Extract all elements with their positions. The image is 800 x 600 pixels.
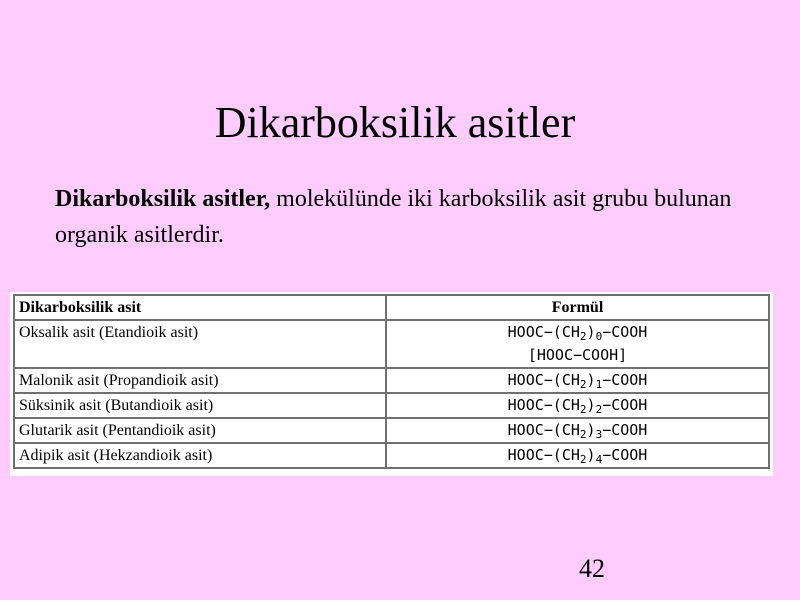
formula-subscript: 2 [579, 330, 587, 343]
formula-subscript: 2 [579, 403, 587, 416]
table-row [14, 443, 769, 468]
formula-index: 4 [595, 453, 603, 466]
formula-subscript: 2 [579, 453, 587, 466]
table-row [14, 320, 769, 368]
formula-suffix: −COOH [602, 446, 648, 464]
formula-prefix: HOOC−(CH [507, 396, 580, 414]
table-header-row [14, 295, 769, 320]
formula-prefix: HOOC−(CH [507, 371, 580, 389]
formula-close-paren: ) [586, 323, 596, 341]
table-row [14, 393, 769, 418]
formula-index: 0 [595, 330, 603, 343]
formula-suffix: −COOH [602, 371, 648, 389]
formula-alt: [HOOC−COOH] [527, 346, 628, 364]
acid-formula [386, 418, 769, 443]
formula-suffix: −COOH [602, 421, 648, 439]
table-row [14, 368, 769, 393]
header-acid: Dikarboksilik asit [14, 295, 386, 320]
table-row [14, 418, 769, 443]
acids-table-container [10, 292, 773, 476]
definition-paragraph [55, 181, 775, 253]
acid-formula [386, 443, 769, 468]
formula-prefix: HOOC−(CH [507, 446, 580, 464]
acid-formula [386, 320, 769, 368]
formula-close-paren: ) [586, 446, 596, 464]
acid-formula [386, 393, 769, 418]
header-formula: Formül [386, 295, 769, 320]
formula-subscript: 2 [579, 428, 587, 441]
definition-term: Dikarboksilik asitler, [55, 186, 271, 212]
acid-name: Glutarik asit (Pentandioik asit) [14, 418, 386, 443]
formula-subscript: 2 [579, 378, 587, 391]
acid-name: Oksalik asit (Etandioik asit) [14, 320, 386, 368]
acid-formula [386, 368, 769, 393]
acids-table [13, 294, 770, 469]
formula-prefix: HOOC−(CH [507, 421, 580, 439]
acid-name: Malonik asit (Propandioik asit) [14, 368, 386, 393]
formula-prefix: HOOC−(CH [507, 323, 580, 341]
acid-name: Adipik asit (Hekzandioik asit) [14, 443, 386, 468]
formula-close-paren: ) [586, 396, 596, 414]
slide-title: Dikarboksilik asitler [214, 98, 576, 148]
formula-index: 3 [595, 428, 603, 441]
formula-index: 1 [595, 378, 603, 391]
formula-suffix: −COOH [602, 396, 648, 414]
formula-close-paren: ) [586, 421, 596, 439]
formula-suffix: −COOH [602, 323, 648, 341]
formula-close-paren: ) [586, 371, 596, 389]
formula-index: 2 [595, 403, 603, 416]
definition-text: molekülünde iki karboksilik asit grubu bulunan organik asitlerdir. [55, 186, 732, 248]
acid-name: Süksinik asit (Butandioik asit) [14, 393, 386, 418]
page-number: 42 [579, 554, 605, 583]
